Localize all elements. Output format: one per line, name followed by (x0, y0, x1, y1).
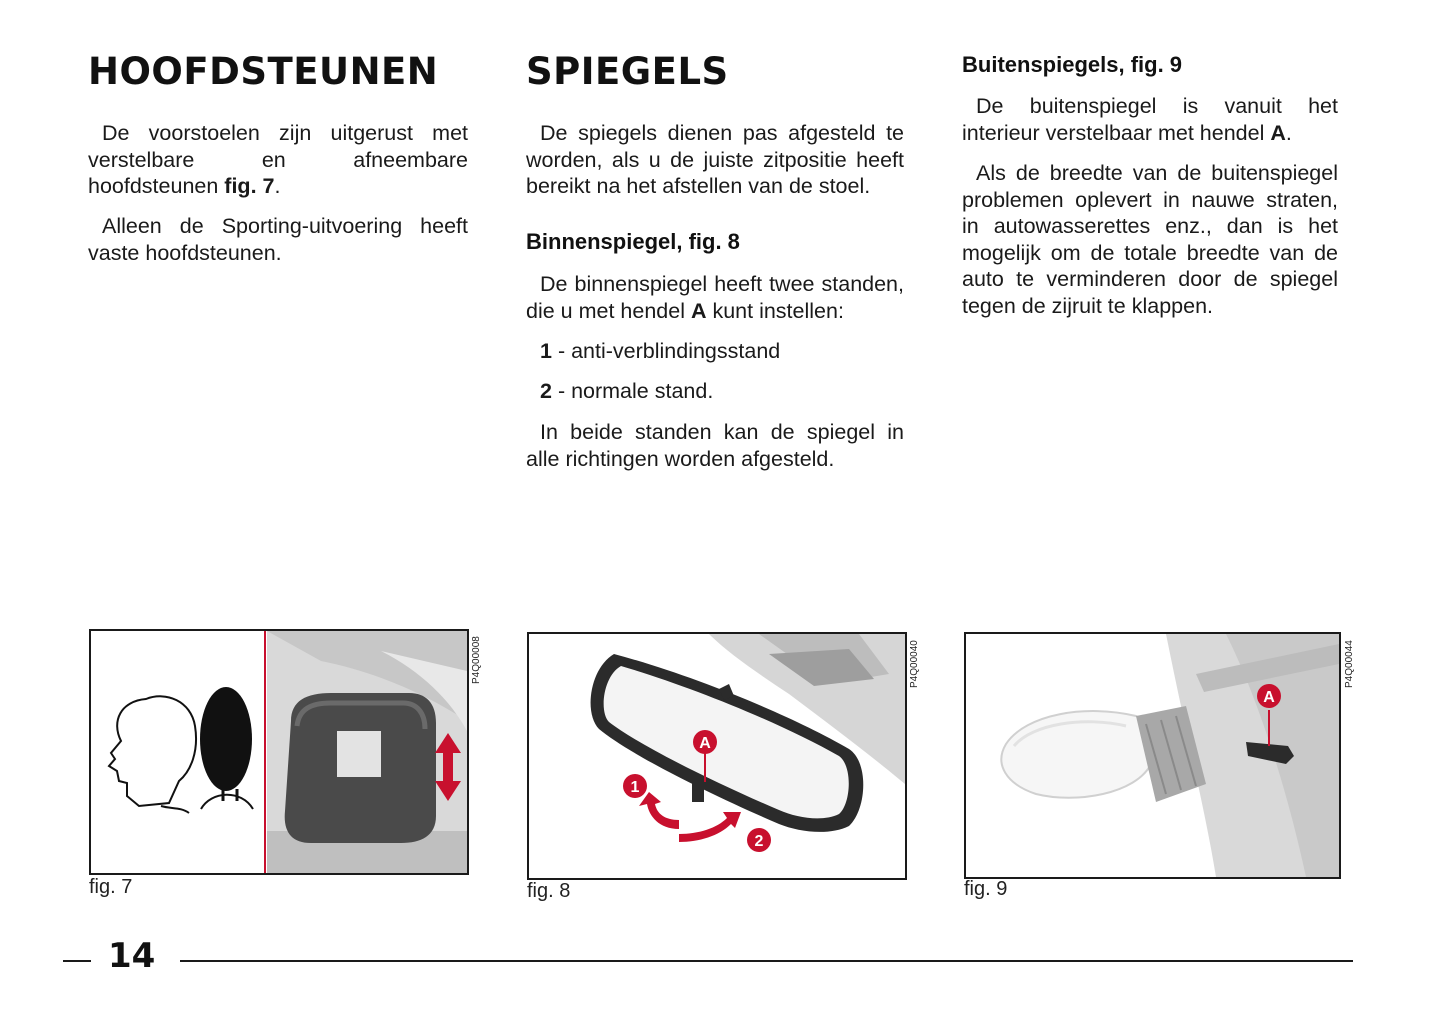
list-text: - normale stand. (551, 379, 714, 403)
subheading-binnenspiegel: Binnenspiegel, fig. 8 (526, 229, 740, 254)
lever-ref: A (1270, 120, 1286, 145)
list-num: 2 (540, 379, 552, 403)
lever-ref: A (690, 298, 707, 323)
text-end: . (1285, 120, 1292, 145)
label-a: A (699, 735, 711, 752)
label-a: A (1263, 689, 1275, 706)
exterior-mirror-illustration (966, 634, 1339, 877)
paragraph-spiegels-1: De spiegels dienen pas afgesteld te worden, als u de juiste zitpositie heeft bereikt na het afstellen van de stoel. (526, 121, 904, 198)
head-silhouette (109, 696, 196, 806)
list-num: 1 (540, 339, 552, 363)
figure-8-caption: fig. 8 (527, 880, 571, 902)
text: De buitenspiegel is vanuit het interieur verstelbaar met hendel (962, 94, 1338, 145)
text-end: . (274, 174, 281, 198)
paragraph-buitenspiegels-2: Als de breedte van de buitenspiegel problemen oplevert in nauwe straten, in autowasserettes enz., dan is het mogelijk om de totale breedte van de auto te verminderen door de spiegel tegen de zijruit te klappen. (962, 161, 1338, 318)
headrest-hole (337, 731, 381, 777)
heading-spiegels: SPIEGELS (526, 50, 729, 93)
lever-a (692, 782, 704, 802)
text-end: kunt instellen: (706, 298, 844, 323)
label-2: 2 (754, 833, 764, 850)
figure-code-7: P4Q00008 (471, 636, 482, 684)
interior-mirror-illustration (529, 634, 905, 878)
headrest-illustration (91, 631, 467, 873)
list-text: - anti-verblindingsstand (551, 339, 781, 363)
paragraph-buitenspiegels-1 (962, 93, 1338, 146)
figure-9-caption: fig. 9 (964, 878, 1008, 900)
subheading-buitenspiegels: Buitenspiegels, fig. 9 (962, 52, 1183, 77)
figure-code-9: P4Q00044 (1344, 640, 1355, 688)
text: De voorstoelen zijn uitgerust met verstelbare en afneembare hoofdsteunen (88, 121, 468, 198)
paragraph-hoofdsteunen-1 (88, 120, 468, 200)
figure-8 (527, 632, 907, 880)
list-item-2 (540, 378, 900, 405)
page-number: 14 (108, 936, 156, 976)
footer-rule-right (180, 960, 1353, 962)
figure-7 (89, 629, 469, 875)
paragraph-binnenspiegel (526, 271, 904, 324)
text: De binnenspiegel heeft twee standen, die u met hendel (526, 272, 904, 323)
list-item-1 (540, 338, 900, 365)
footer-rule-left (63, 960, 91, 962)
seat-back-line (201, 795, 253, 809)
neck-line (161, 806, 189, 813)
fig-ref: fig. 7 (224, 174, 275, 198)
heading-hoofdsteunen: HOOFDSTEUNEN (88, 50, 439, 93)
paragraph-binnenspiegel-2: In beide standen kan de spiegel in alle richtingen worden afgesteld. (526, 420, 904, 471)
label-1: 1 (630, 779, 640, 796)
figure-9 (964, 632, 1341, 879)
figure-code-8: P4Q00040 (909, 640, 920, 688)
paragraph-hoofdsteunen-2: Alleen de Sporting-uitvoering heeft vaste hoofdsteunen. (88, 214, 468, 265)
headrest-silhouette (200, 687, 252, 791)
figure-7-caption: fig. 7 (89, 876, 133, 898)
